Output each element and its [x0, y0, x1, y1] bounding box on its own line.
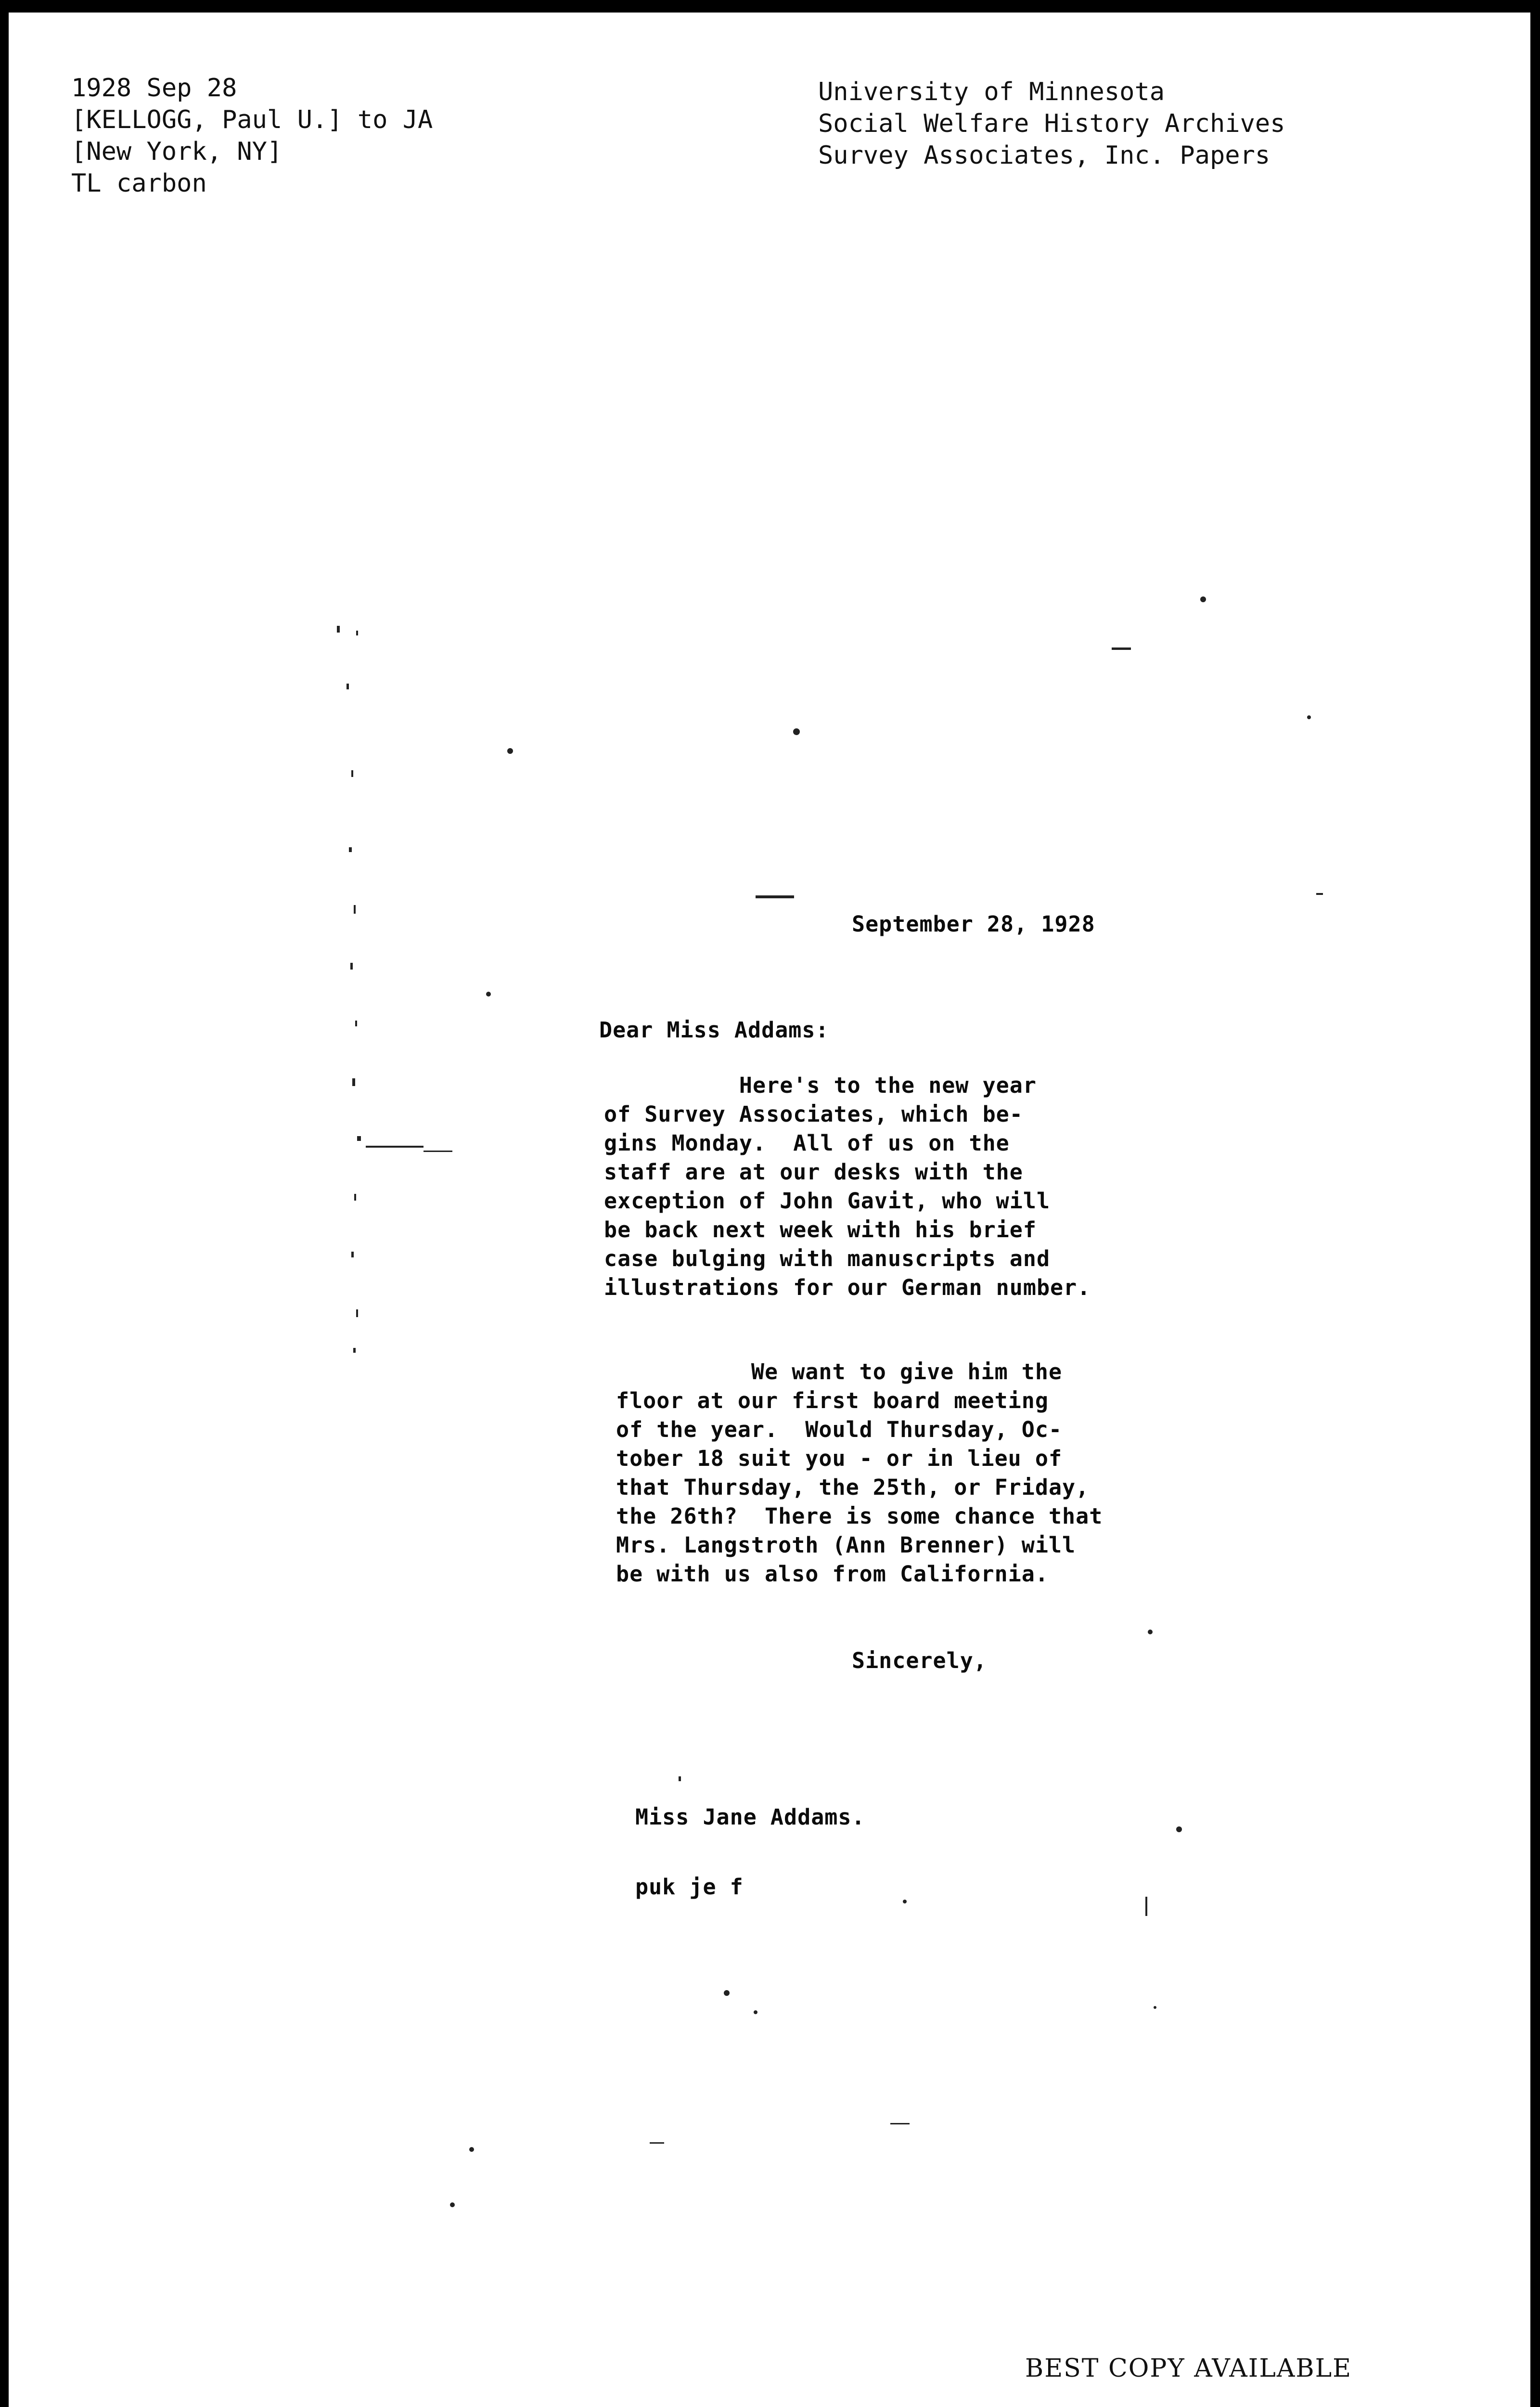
source-institution: University of Minnesota [818, 78, 1165, 106]
paragraph-line: be back next week with his brief [604, 1217, 1037, 1242]
typist-initials: puk je f [635, 1874, 744, 1900]
paragraph-line: We want to give him the [616, 1359, 1063, 1385]
paragraph-line: Mrs. Langstroth (Ann Brenner) will [616, 1532, 1076, 1558]
paragraph-line: tober 18 suit you - or in lieu of [616, 1446, 1063, 1471]
citation-format: TL carbon [71, 169, 207, 198]
letter-salutation: Dear Miss Addams: [599, 1017, 829, 1043]
paragraph-line: Here's to the new year [604, 1073, 1037, 1098]
paragraph-line: that Thursday, the 25th, or Friday, [616, 1475, 1090, 1500]
letter-closing: Sincerely, [852, 1648, 987, 1673]
paragraph-line: floor at our first board meeting [616, 1388, 1049, 1413]
paragraph-line: gins Monday. All of us on the [604, 1130, 1010, 1156]
citation-place: [New York, NY] [71, 137, 282, 166]
best-copy-stamp: BEST COPY AVAILABLE [1025, 2354, 1352, 2383]
citation-correspondents: [KELLOGG, Paul U.] to JA [71, 105, 433, 134]
paragraph-line: be with us also from California. [616, 1561, 1049, 1587]
paragraph-line: of Survey Associates, which be- [604, 1101, 1023, 1127]
paragraph-line: illustrations for our German number. [604, 1275, 1091, 1300]
citation-date: 1928 Sep 28 [71, 74, 237, 103]
paragraph-line: case bulging with manuscripts and [604, 1246, 1051, 1271]
paragraph-line: the 26th? There is some chance that [616, 1503, 1103, 1529]
paragraph-line: staff are at our desks with the [604, 1159, 1023, 1185]
source-collection: Survey Associates, Inc. Papers [818, 141, 1270, 170]
paragraph-line: of the year. Would Thursday, Oc- [616, 1417, 1063, 1442]
source-archive: Social Welfare History Archives [818, 109, 1285, 138]
letter-recipient: Miss Jane Addams. [635, 1804, 865, 1830]
letter-paragraph-1 [604, 1071, 1091, 1302]
letter-paragraph-2 [616, 1358, 1103, 1589]
paragraph-line: exception of John Gavit, who will [604, 1188, 1051, 1214]
letter-date: September 28, 1928 [852, 911, 1095, 937]
